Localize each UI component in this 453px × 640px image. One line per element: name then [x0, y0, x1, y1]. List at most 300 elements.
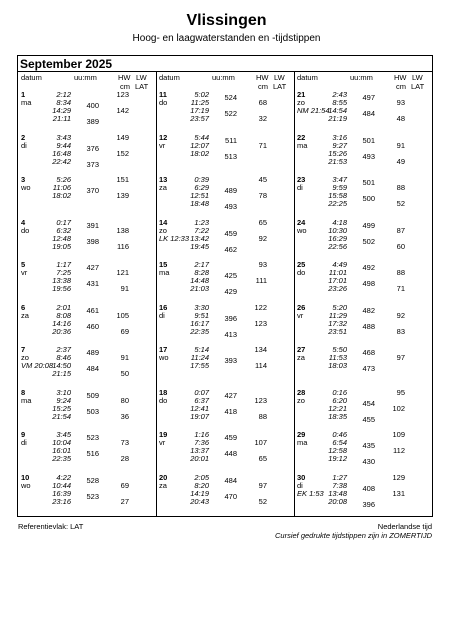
- low-water-value: 78: [258, 191, 267, 200]
- tide-row: [156, 106, 294, 118]
- day-number: 27: [297, 345, 306, 354]
- low-water-value: 87: [396, 225, 405, 235]
- tide-time: 0:39: [194, 175, 209, 184]
- tide-time: 0:07: [194, 387, 209, 397]
- tide-time: 9:51: [194, 310, 209, 320]
- day-number: 24: [297, 217, 306, 227]
- high-water-value: 396: [362, 499, 375, 509]
- tide-time: 11:29: [328, 310, 347, 320]
- tide-row: [156, 277, 294, 285]
- tide-row: [294, 191, 432, 203]
- tide-time: 22:35: [52, 454, 71, 463]
- tide-time: 15:26: [328, 148, 347, 158]
- moon-phase-note: EK 1:53: [297, 488, 324, 498]
- header-hw: HW: [394, 73, 407, 82]
- day-number: 21: [297, 90, 306, 99]
- tide-time: 8:28: [194, 268, 209, 277]
- tide-row: [294, 243, 432, 251]
- day-entry: [294, 389, 432, 432]
- low-water-value: 121: [116, 268, 129, 277]
- high-water-value: 370: [86, 186, 99, 195]
- day-entry: [156, 304, 294, 347]
- tide-time: 18:03: [328, 361, 347, 370]
- low-water-value: 105: [116, 310, 129, 320]
- tide-time: 1:23: [194, 217, 209, 227]
- day-entry: [294, 304, 432, 347]
- tide-row: [156, 498, 294, 506]
- high-water-value: 376: [86, 143, 99, 153]
- tide-time: 4:18: [332, 217, 347, 227]
- high-water-value: 489: [224, 186, 237, 195]
- day-of-week: za: [159, 183, 167, 192]
- high-water-value: 492: [362, 263, 375, 272]
- tide-row: [294, 496, 432, 509]
- tide-time: 14:54: [328, 106, 347, 115]
- day-entry: [294, 91, 432, 134]
- tide-row: [18, 498, 156, 506]
- day-entry: [18, 304, 156, 347]
- tide-row: [18, 370, 156, 378]
- tide-time: 16:39: [52, 488, 71, 498]
- high-water-value: 497: [362, 93, 375, 102]
- day-number: 19: [159, 430, 168, 439]
- tide-time: 17:32: [328, 318, 347, 328]
- day-entry: [18, 91, 156, 134]
- tide-row: [18, 354, 156, 362]
- header-datum: datum: [21, 73, 42, 82]
- tide-row: [294, 454, 432, 466]
- tide-row: [294, 447, 432, 455]
- tide-row: [294, 200, 432, 208]
- tide-time: 2:12: [56, 90, 71, 99]
- high-water-value: 396: [224, 313, 237, 323]
- tide-time: 16:48: [52, 148, 71, 158]
- day-number: 6: [21, 302, 26, 312]
- day-of-week: vr: [297, 310, 304, 320]
- tide-row: [18, 192, 156, 200]
- tide-time: 9:44: [56, 140, 71, 150]
- tide-time: 3:30: [194, 302, 209, 312]
- tide-time: 5:02: [194, 90, 209, 99]
- tide-row: [18, 156, 156, 169]
- tide-time: 22:56: [328, 241, 347, 251]
- day-number: 8: [21, 387, 26, 397]
- day-of-week: di: [297, 183, 303, 192]
- day-number: 29: [297, 430, 306, 439]
- high-water-value: 398: [86, 236, 99, 246]
- tide-row: [156, 183, 294, 195]
- low-water-value: 68: [258, 98, 267, 107]
- tide-time: 11:53: [328, 353, 347, 362]
- low-water-value: 151: [116, 175, 129, 184]
- day-of-week: do: [159, 395, 168, 405]
- tide-time: 15:58: [328, 191, 347, 200]
- tide-row: [294, 175, 432, 187]
- tide-row: [156, 192, 294, 200]
- moon-phase-note: NM 21:54: [297, 106, 330, 115]
- day-entry: [294, 134, 432, 177]
- header-lat: LAT: [135, 82, 149, 91]
- tide-time: 2:43: [332, 90, 347, 99]
- tide-time: 13:38: [52, 276, 71, 285]
- tide-time: 7:36: [194, 438, 209, 447]
- day-entry: [18, 261, 156, 304]
- tide-time: 14:29: [52, 106, 71, 115]
- tide-time: 5:26: [56, 175, 71, 184]
- tide-time: 19:12: [328, 454, 347, 463]
- low-water-value: 131: [392, 488, 405, 498]
- tide-row: [156, 90, 294, 102]
- high-water-value: 513: [224, 151, 237, 161]
- tide-row: [294, 184, 432, 192]
- low-water-value: 114: [255, 361, 267, 370]
- high-water-value: 522: [224, 109, 237, 118]
- tide-time: 11:25: [190, 98, 209, 107]
- tide-time: 14:16: [52, 318, 71, 328]
- low-water-value: 149: [116, 132, 129, 142]
- page-title: Vlissingen: [186, 12, 267, 29]
- day-of-week: di: [21, 140, 27, 150]
- tide-time: 0:17: [56, 217, 71, 227]
- low-water-value: 95: [396, 387, 405, 397]
- high-water-value: 408: [362, 483, 375, 493]
- tide-row: [18, 243, 156, 251]
- tide-row: [18, 430, 156, 442]
- low-water-value: 65: [258, 454, 267, 463]
- tide-time: 21:15: [52, 369, 71, 378]
- tide-time: 3:16: [332, 132, 347, 142]
- low-water-value: 60: [396, 241, 405, 251]
- tide-row: [156, 320, 294, 328]
- day-entry: [294, 176, 432, 219]
- tide-time: 0:16: [332, 387, 347, 397]
- low-water-value: 65: [258, 217, 267, 227]
- low-water-value: 80: [120, 395, 129, 405]
- day-entry: [156, 474, 294, 517]
- tide-time: 20:43: [190, 496, 209, 506]
- tide-time: 21:53: [328, 156, 347, 166]
- tide-row: [18, 446, 156, 458]
- high-water-value: 462: [224, 244, 237, 254]
- tide-row: [18, 361, 156, 373]
- tide-time: 21:19: [328, 114, 347, 123]
- tide-row: [18, 276, 156, 288]
- tide-time: 12:07: [190, 140, 209, 150]
- tide-time: 23:51: [328, 326, 347, 336]
- low-water-value: 97: [396, 353, 405, 362]
- tide-row: [294, 90, 432, 102]
- day-entry: [18, 176, 156, 219]
- tide-time: 20:08: [328, 496, 347, 506]
- tide-time: 12:21: [328, 403, 347, 413]
- day-of-week: zo: [21, 353, 29, 362]
- high-water-value: 429: [224, 287, 237, 296]
- high-water-value: 493: [224, 202, 237, 211]
- tide-table: [17, 55, 433, 517]
- high-water-value: 484: [86, 364, 99, 373]
- tide-time: 6:32: [56, 225, 71, 235]
- tide-time: 9:27: [332, 140, 347, 150]
- day-number: 18: [159, 387, 168, 397]
- tide-time: 17:19: [190, 106, 209, 115]
- header-time: uu:mm: [212, 73, 235, 82]
- day-number: 23: [297, 175, 306, 184]
- tide-row: [18, 227, 156, 235]
- high-water-value: 489: [86, 348, 99, 357]
- day-number: 2: [21, 132, 26, 142]
- day-of-week: di: [297, 480, 303, 490]
- tide-time: 13:48: [328, 488, 347, 498]
- high-water-value: 482: [362, 305, 375, 315]
- header-datum: datum: [159, 73, 180, 82]
- day-of-week: vr: [159, 140, 166, 150]
- tide-row: [18, 413, 156, 421]
- low-water-value: 134: [254, 345, 267, 354]
- high-water-value: 484: [362, 109, 375, 118]
- tide-time: 5:44: [194, 132, 209, 142]
- tide-row: [156, 241, 294, 254]
- tide-row: [18, 285, 156, 293]
- tide-row: [294, 312, 432, 320]
- header-cm: cm: [396, 82, 406, 91]
- day-of-week: wo: [159, 353, 169, 362]
- header-lw: LW: [274, 73, 285, 82]
- tide-row: [294, 99, 432, 107]
- day-number: 14: [159, 217, 168, 227]
- day-of-week: za: [159, 480, 167, 490]
- tide-row: [18, 482, 156, 490]
- tide-time: 2:37: [56, 345, 71, 354]
- day-entry: [18, 389, 156, 432]
- tide-row: [18, 98, 156, 110]
- day-entry: [18, 219, 156, 262]
- tide-time: 14:19: [190, 488, 209, 498]
- tide-row: [156, 148, 294, 161]
- tide-time: 2:17: [194, 260, 209, 269]
- low-water-value: 50: [120, 369, 129, 378]
- day-entry: [18, 134, 156, 177]
- low-water-value: 112: [393, 446, 405, 455]
- tide-row: [294, 361, 432, 373]
- high-water-value: 516: [86, 449, 99, 458]
- tide-row: [18, 312, 156, 320]
- high-water-value: 498: [362, 279, 375, 288]
- tide-row: [18, 107, 156, 115]
- tide-time: 22:42: [52, 156, 71, 166]
- day-entry: [156, 389, 294, 432]
- tide-time: 23:57: [190, 114, 209, 123]
- tide-time: 4:22: [56, 472, 71, 482]
- high-water-value: 460: [86, 321, 99, 331]
- tide-time: 3:43: [56, 132, 71, 142]
- tide-row: [18, 114, 156, 126]
- tide-time: 8:20: [194, 480, 209, 490]
- day-entry: [294, 261, 432, 304]
- tide-row: [294, 115, 432, 123]
- day-entry: [18, 431, 156, 474]
- high-water-value: 373: [86, 159, 99, 169]
- low-water-value: 123: [116, 90, 129, 99]
- day-entry: [156, 261, 294, 304]
- day-of-week: ma: [297, 438, 308, 447]
- low-water-value: 28: [120, 454, 129, 463]
- tide-time: 12:58: [328, 446, 347, 455]
- low-water-value: 52: [396, 199, 405, 208]
- low-water-value: 92: [258, 233, 267, 243]
- tide-time: 17:01: [328, 276, 347, 285]
- tide-time: 16:29: [328, 233, 347, 243]
- tide-row: [294, 260, 432, 272]
- low-water-value: 129: [392, 472, 405, 482]
- day-of-week: ma: [159, 268, 170, 277]
- low-water-value: 36: [120, 411, 129, 421]
- header-divider: [18, 71, 432, 72]
- low-water-value: 139: [116, 191, 129, 200]
- tide-row: [156, 219, 294, 227]
- tide-time: 22:25: [328, 199, 347, 208]
- low-water-value: 69: [120, 480, 129, 490]
- tide-time: 21:54: [52, 411, 71, 421]
- tide-row: [156, 353, 294, 365]
- low-water-value: 111: [255, 276, 267, 285]
- month-title: September 2025: [20, 57, 113, 71]
- tide-row: [156, 362, 294, 370]
- tide-time: 19:45: [190, 241, 209, 251]
- tide-row: [156, 99, 294, 107]
- tide-time: 15:25: [52, 403, 71, 413]
- tide-row: [18, 176, 156, 184]
- tide-time: 14:50: [52, 361, 71, 370]
- tide-row: [294, 431, 432, 439]
- tide-row: [18, 439, 156, 447]
- header-cm: cm: [258, 82, 268, 91]
- header-time: uu:mm: [74, 73, 97, 82]
- day-entry: [156, 346, 294, 389]
- tide-time: 18:02: [190, 148, 209, 158]
- day-number: 7: [21, 345, 26, 354]
- high-water-value: 461: [86, 305, 99, 315]
- high-water-value: 413: [224, 329, 237, 339]
- day-number: 5: [21, 260, 26, 269]
- tide-row: [18, 269, 156, 277]
- low-water-value: 32: [258, 114, 267, 123]
- low-water-value: 138: [116, 225, 129, 235]
- low-water-value: 88: [396, 268, 405, 277]
- tide-time: 2:01: [56, 302, 71, 312]
- low-water-value: 52: [258, 496, 267, 506]
- tide-time: 3:47: [332, 175, 347, 184]
- tide-row: [18, 183, 156, 195]
- tide-time: 20:36: [52, 326, 71, 336]
- high-water-value: 400: [86, 101, 99, 110]
- tide-row: [156, 261, 294, 269]
- day-of-week: di: [21, 438, 27, 447]
- day-number: 26: [297, 302, 306, 312]
- high-water-value: 393: [224, 356, 237, 365]
- tide-row: [294, 345, 432, 357]
- high-water-value: 418: [224, 406, 237, 416]
- low-water-value: 109: [392, 430, 405, 439]
- footer-reference: Referentievlak: LAT: [18, 522, 84, 531]
- low-water-value: 71: [258, 140, 267, 150]
- tide-time: 10:44: [52, 480, 71, 490]
- tide-time: 1:16: [194, 430, 209, 439]
- tide-time: 9:24: [56, 395, 71, 405]
- tide-time: 18:02: [52, 191, 71, 200]
- low-water-value: 152: [116, 148, 129, 158]
- day-entry: [18, 346, 156, 389]
- tide-time: 6:54: [332, 438, 347, 447]
- tide-time: 22:35: [190, 326, 209, 336]
- tide-row: [156, 176, 294, 184]
- tide-row: [294, 106, 432, 118]
- page-subtitle: Hoog- en laagwaterstanden en -tijdstippen: [132, 33, 321, 44]
- tide-row: [294, 411, 432, 424]
- high-water-value: 389: [86, 117, 99, 126]
- tide-time: 6:20: [332, 395, 347, 405]
- high-water-value: 435: [362, 441, 375, 450]
- tide-row: [156, 115, 294, 123]
- high-water-value: 524: [224, 93, 237, 102]
- tide-row: [18, 455, 156, 463]
- tide-time: 8:55: [332, 98, 347, 107]
- day-entry: [156, 176, 294, 219]
- tide-row: [156, 430, 294, 442]
- day-of-week: za: [21, 310, 29, 320]
- tide-row: [294, 328, 432, 336]
- high-water-value: 502: [362, 236, 375, 246]
- tide-time: 6:29: [194, 183, 209, 192]
- tide-row: [294, 474, 432, 482]
- day-of-week: ma: [21, 395, 32, 405]
- day-of-week: zo: [297, 98, 305, 107]
- tide-row: [156, 142, 294, 150]
- high-water-value: 501: [362, 178, 375, 187]
- tide-time: 13:37: [190, 446, 209, 455]
- tide-row: [156, 346, 294, 354]
- day-entry: [18, 474, 156, 517]
- tide-row: [156, 304, 294, 312]
- low-water-value: 71: [396, 284, 405, 293]
- tide-row: [18, 328, 156, 336]
- low-water-value: 91: [396, 140, 405, 150]
- tide-row: [294, 354, 432, 362]
- tide-time: 20:01: [190, 454, 209, 463]
- day-of-week: wo: [297, 225, 307, 235]
- low-water-value: 49: [396, 156, 405, 166]
- low-water-value: 93: [396, 98, 405, 107]
- tide-time: 5:20: [332, 302, 347, 312]
- high-water-value: 509: [86, 390, 99, 400]
- tide-time: 8:08: [56, 310, 71, 320]
- footer-dst-note: Cursief gedrukte tijdstippen zijn in ZOMERTIJD: [274, 531, 432, 540]
- header-datum: datum: [297, 73, 318, 82]
- low-water-value: 91: [120, 353, 129, 362]
- header-hw: HW: [118, 73, 131, 82]
- day-of-week: do: [159, 98, 168, 107]
- high-water-value: 523: [86, 491, 99, 501]
- day-number: 4: [21, 217, 26, 227]
- tide-time: 14:48: [190, 276, 209, 285]
- low-water-value: 102: [392, 403, 405, 413]
- tide-row: [294, 405, 432, 413]
- header-lw: LW: [136, 73, 147, 82]
- tide-row: [156, 199, 294, 211]
- high-water-value: 455: [362, 414, 375, 424]
- tide-time: 19:56: [52, 284, 71, 293]
- tide-time: 1:27: [332, 472, 347, 482]
- tide-time: 12:51: [190, 191, 209, 200]
